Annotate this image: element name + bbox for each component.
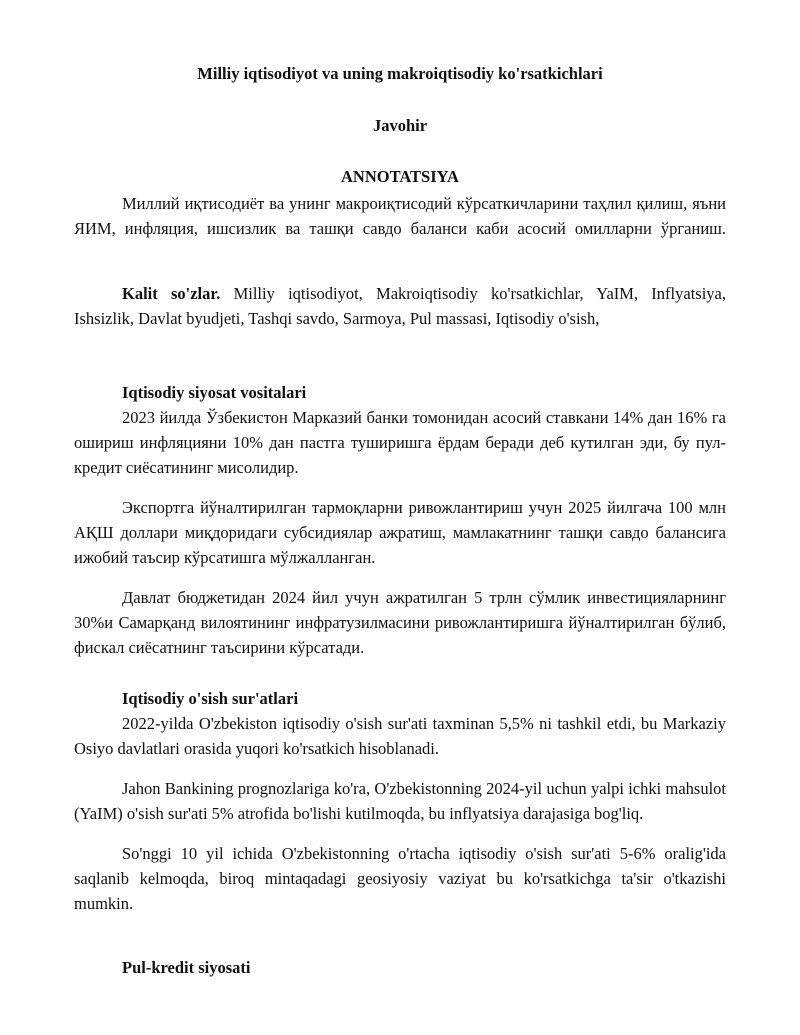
section-monetary-policy <box>74 955 726 980</box>
annotation-text <box>74 191 726 241</box>
paragraph: Давлат бюджетидан 2024 йил учун ажратилган 5 трлн сўмлик инвестицияларнинг 30%и Самарқанд вилоятининг инфратузилмасини ривожлантиришга йўналтирилган бўлиб, фискал сиёсатнинг таъсирини кўрсатади. <box>74 588 726 657</box>
paragraph: Экспортга йўналтирилган тармоқларни ривожлантириш учун 2025 йилгача 100 млн АҚШ доллари миқдоридаги субсидиялар ажратиш, мамлакатнинг ташқи савдо балансига ижобий таъсир кўрсатишга мўлжалланган. <box>74 498 726 567</box>
keywords-text: Milliy iqtisodiyot, Makroiqtisodiy ko'rsatkichlar, YaIM, Inflyatsiya, Ishsizlik, Davlat byudjeti, Tashqi savdo, Sarmoya, Pul massasi, Iqtisodiy o'sish, <box>74 284 726 328</box>
keywords-section <box>74 281 726 331</box>
section-growth-rates <box>74 686 726 916</box>
section-heading: Iqtisodiy o'sish sur'atlari <box>122 689 299 708</box>
section-policy-tools <box>74 380 726 660</box>
paragraph: So'nggi 10 yil ichida O'zbekistonning o'rtacha iqtisodiy o'sish sur'ati 5-6% oralig'ida saqlanib kelmoqda, biroq mintaqadagi geosiyosiy vaziyat bu ko'rsatkichga ta'sir o'tkazishi mumkin. <box>74 844 726 913</box>
paragraph: 2022-yilda O'zbekiston iqtisodiy o'sish sur'ati taxminan 5,5% ni tashkil etdi, bu Markaziy Osiyo davlatlari orasida yuqori ko'rsatkich hisoblanadi. <box>74 714 726 758</box>
section-heading: Iqtisodiy siyosat vositalari <box>122 383 307 402</box>
annotation-text-main: Миллий иқтисодиёт ва унинг макроиқтисодий кўрсаткичларини таҳлил қилиш, яъни ЯИМ, инфляция, ишсизлик ва ташқи савдо баланси каби асосий омилларни <box>74 194 726 238</box>
keywords-label: Kalit so'zlar. <box>122 284 221 303</box>
paragraph: Jahon Bankining prognozlariga ko'ra, O'zbekistonning 2024-yil uchun yalpi ichki mahsulot (YaIM) o'sish sur'ati 5% atrofida bo'lishi kutilmoqda, bu inflyatsiya darajasiga bog'liq. <box>74 779 726 823</box>
section-heading: Pul-kredit siyosati <box>122 958 251 977</box>
paragraph: 2023 йилда Ўзбекистон Марказий банки томонидан асосий ставкани 14% дан 16% га ошириш инфляцияни 10% дан пастга туширишга ёрдам беради деб кутилган эди, бу пул-кредит сиёсатининг мисолидир. <box>74 408 726 477</box>
annotation-section <box>74 166 726 241</box>
annotation-text-end: ўрганиш. <box>660 219 726 238</box>
document-title: Milliy iqtisodiyot va uning makroiqtisodiy ko'rsatkichlari <box>197 64 603 83</box>
author-name: Javohir <box>372 116 428 135</box>
annotation-heading: ANNOTATSIYA <box>341 167 459 186</box>
